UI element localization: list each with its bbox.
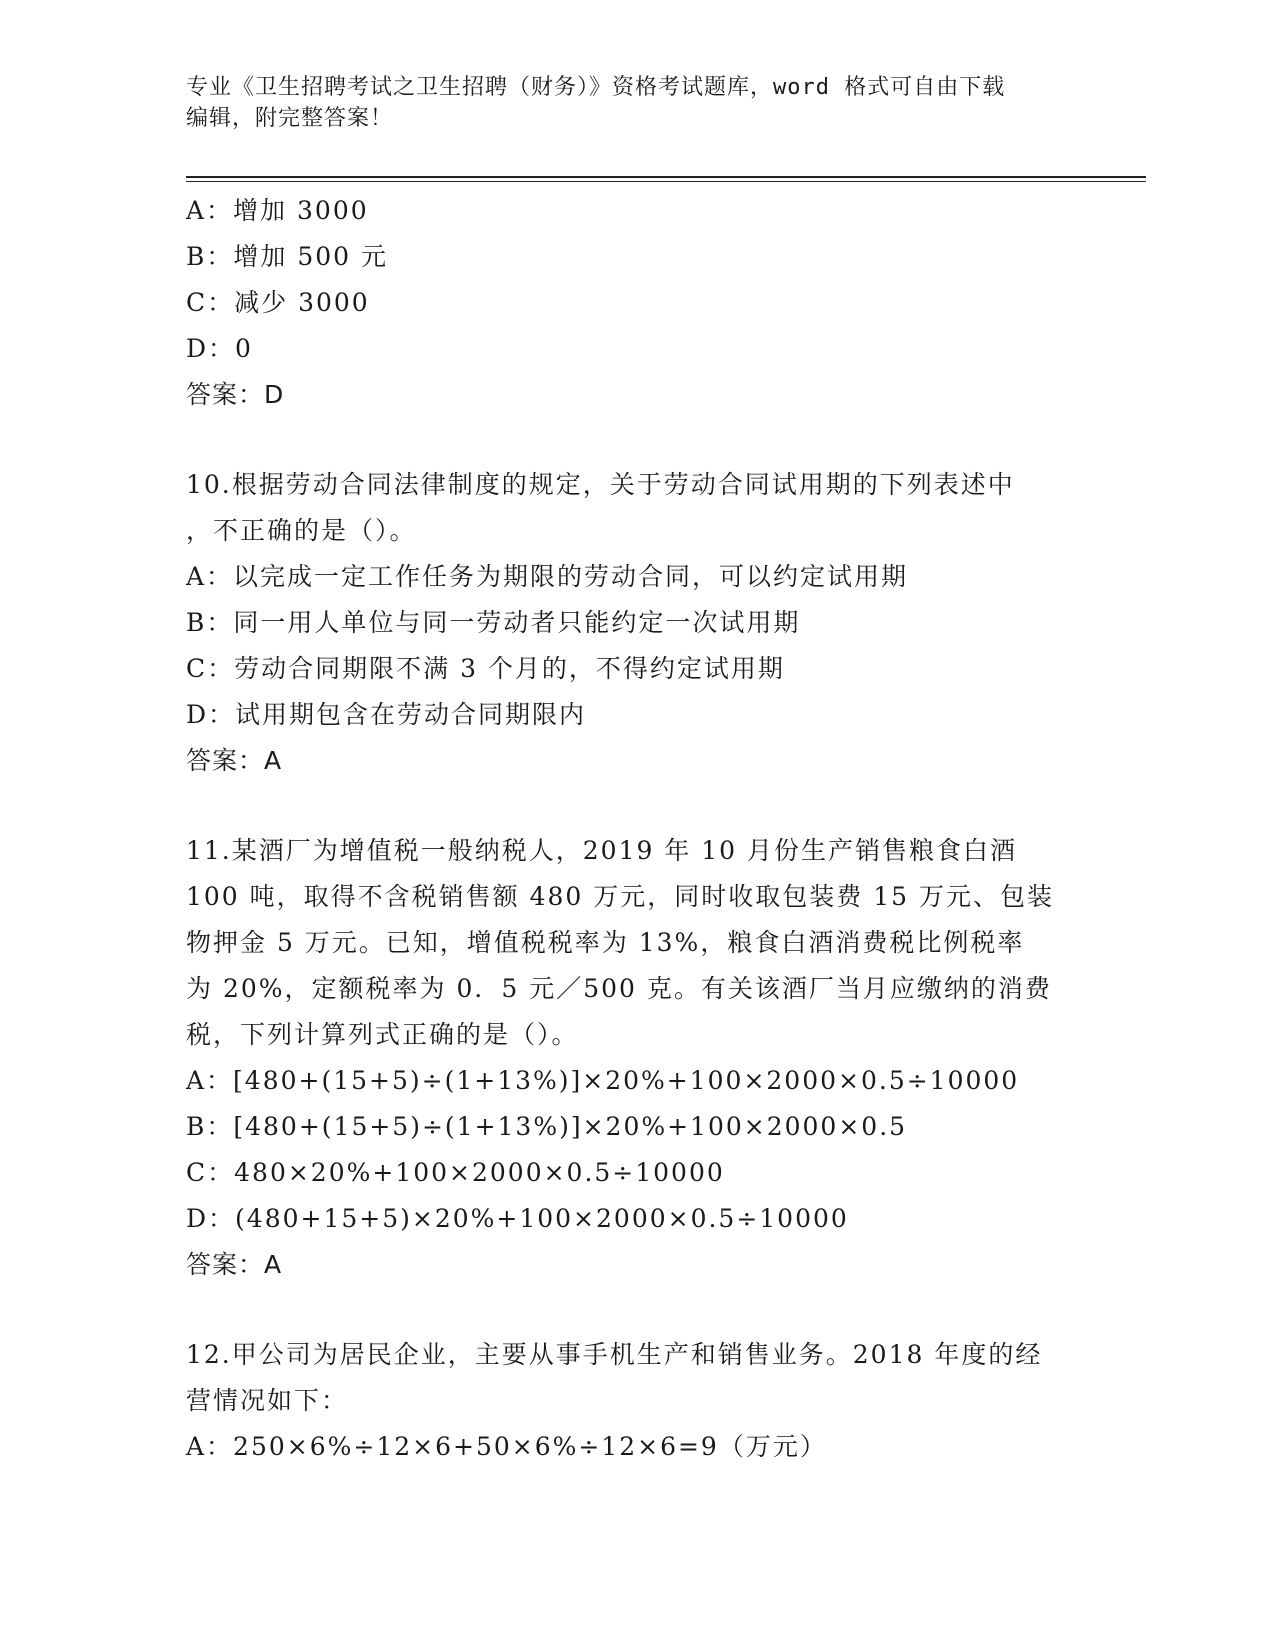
question-title-line: 为 20%，定额税率为 0．5 元／500 克。有关该酒厂当月应缴纳的消费 bbox=[186, 974, 1052, 1003]
answer-line: 答案：A bbox=[186, 746, 283, 775]
question-list bbox=[186, 188, 1086, 1470]
question-title-line: 100 吨，取得不含税销售额 480 万元，同时收取包装费 15 万元、包装 bbox=[186, 882, 1054, 911]
answer-line: 答案：A bbox=[186, 1250, 283, 1279]
question-9 bbox=[186, 188, 1086, 418]
option-c: C：劳动合同期限不满 3 个月的，不得约定试用期 bbox=[186, 654, 785, 683]
option-b: B：同一用人单位与同一劳动者只能约定一次试用期 bbox=[186, 608, 801, 637]
option-c: C：减少 3000 bbox=[186, 288, 370, 317]
option-a: A：[480+(15+5)÷(1+13%)]×20%+100×2000×0.5÷10000 bbox=[186, 1066, 1020, 1095]
question-title-line: 11.某酒厂为增值税一般纳税人，2019 年 10 月份生产销售粮食白酒 bbox=[186, 836, 1018, 865]
question-title-line: 营情况如下： bbox=[186, 1386, 349, 1415]
option-b: B：增加 500 元 bbox=[186, 242, 388, 271]
option-c: C：480×20%+100×2000×0.5÷10000 bbox=[186, 1158, 725, 1187]
question-title-line: 税，下列计算列式正确的是（）。 bbox=[186, 1020, 579, 1049]
option-a: A：以完成一定工作任务为期限的劳动合同，可以约定试用期 bbox=[186, 562, 909, 591]
question-11 bbox=[186, 828, 1086, 1288]
option-a: A：250×6%÷12×6+50×6%÷12×6=9（万元） bbox=[186, 1432, 827, 1461]
option-d: D：0 bbox=[186, 334, 253, 363]
header-divider-thick bbox=[186, 176, 1146, 178]
option-d: D：试用期包含在劳动合同期限内 bbox=[186, 700, 587, 729]
question-title-line: 物押金 5 万元。已知，增值税税率为 13%，粮食白酒消费税比例税率 bbox=[186, 928, 1025, 957]
answer-line: 答案：D bbox=[186, 380, 285, 409]
question-title-line: 10.根据劳动合同法律制度的规定，关于劳动合同试用期的下列表述中 bbox=[186, 470, 1015, 499]
option-a: A：增加 3000 bbox=[186, 196, 369, 225]
option-d: D：(480+15+5)×20%+100×2000×0.5÷10000 bbox=[186, 1204, 849, 1233]
option-b: B：[480+(15+5)÷(1+13%)]×20%+100×2000×0.5 bbox=[186, 1112, 908, 1141]
question-title-line: ，不正确的是（）。 bbox=[186, 516, 417, 545]
document-header bbox=[186, 72, 1066, 134]
header-divider-thin bbox=[186, 181, 1146, 182]
header-line-1: 专业《卫生招聘考试之卫生招聘（财务）》资格考试题库，word 格式可自由下载 bbox=[186, 75, 1006, 100]
question-10 bbox=[186, 462, 1086, 784]
question-12 bbox=[186, 1332, 1086, 1470]
header-line-2: 编辑，附完整答案！ bbox=[186, 106, 394, 131]
question-title-line: 12.甲公司为居民企业，主要从事手机生产和销售业务。2018 年度的经 bbox=[186, 1340, 1043, 1369]
